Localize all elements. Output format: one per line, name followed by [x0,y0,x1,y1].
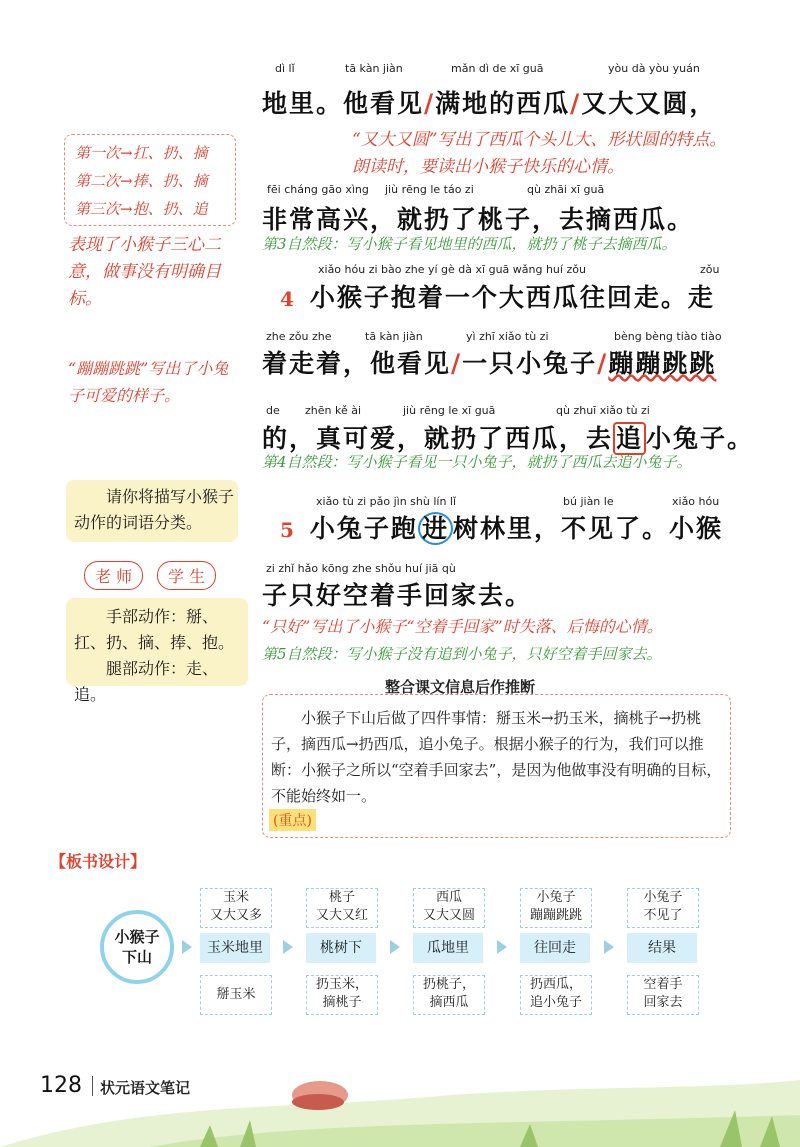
paragraph-number: 5 [280,518,296,542]
pause-mark: / [570,89,582,118]
inference-body: 小猴子下山后做了四件事情：掰玉米→扔玉米，摘桃子→扔桃子，摘西瓜→扔西瓜，追小兔子。根据小猴子的行为，我们可以推断：小猴子之所以“空着手回家去”，是因为他做事没有明确的目标，不能始终如一。 [271,709,722,805]
action-comparison-box [64,134,236,226]
text-segment: 蹦蹦跳跳 [608,349,717,378]
text-segment: 着走着，他看见 [262,349,452,378]
inference-box [262,694,731,838]
paragraph-number: 4 [280,287,296,311]
pinyin: zi zhǐ hǎo kōng zhe shǒu huí jiā qù [266,562,456,575]
pause-mark: / [424,89,436,118]
box-line: 第一次→扛、扔、摘 [75,144,208,162]
pause-mark: / [597,349,609,378]
flow-arrow [604,940,614,954]
pinyin: fēi cháng gāo xìng [267,183,369,196]
text-segment: 小兔子跑 [309,514,418,543]
step-location: 瓜地里 [413,933,483,963]
text-line [280,509,723,545]
pinyin: zhēn kě ài [305,404,362,417]
text-line: 子只好空着手回家去。 [262,581,533,610]
answer-text: 腿部动作：走、追。 [74,659,219,704]
pinyin: qù zhāi xī guā [527,183,605,196]
pinyin: xiǎo tù zi pǎo jìn shù lín lǐ [316,495,457,508]
pinyin: yì zhī xiǎo tù zi [466,330,549,343]
text-segment: 满地的西瓜 [435,89,571,118]
highlighted-word: 进 [418,512,453,545]
highlighted-word: 追 [613,422,646,455]
step-location: 往回走 [520,933,590,963]
text-segment: 地里。他看见 [262,89,425,118]
key-point-tag: (重点) [269,809,316,831]
teacher-tag: 老 师 [84,561,143,590]
answer-text: 手部动作：掰、扛、扔、摘、捧、抱。 [74,607,235,652]
flow-arrow [182,940,192,954]
annotation-note: “只好”写出了小猴子“空着手回家”时失落、后悔的心情。 [262,617,663,636]
step-location: 桃树下 [306,933,376,963]
text-segment: 小兔子。 [646,424,755,453]
text-segment: 的，真可爱，就扔了西瓜，去 [262,424,614,453]
text-segment: 又大又圆， [581,89,717,118]
board-header: 【板书设计】 [50,852,147,871]
paragraph-summary: 第5自然段：写小猴子没有追到小兔子，只好空着手回家去。 [262,645,662,663]
text-line [262,84,716,120]
inference-title: 整合课文信息后作推断 [385,678,536,696]
step-top: 玉米 又大又多 [200,888,272,928]
step-top: 桃子 又大又红 [306,888,378,928]
pinyin: de [266,404,280,417]
pinyin: bèng bèng tiào tiào [614,330,722,343]
step-action: 空着手 回家去 [627,975,699,1015]
side-note: “蹦蹦跳跳”写出了小兔子可爱的样子。 [68,359,229,405]
flow-arrow [497,940,507,954]
flow-arrow [283,940,293,954]
step-result: 结果 [627,933,697,963]
text-segment: 小猴子抱着一个大西瓜往回走。走 [309,283,715,312]
pinyin: xiǎo hóu zi bào zhe yí gè dà xī guā wǎng huí zǒu [318,263,586,276]
text-line [262,344,716,380]
pinyin: jiù rēng le xī guā [403,404,496,417]
side-note: 表现了小猴子三心二意，做事没有明确目标。 [68,235,221,309]
pinyin: mǎn dì de xī guā [451,62,544,75]
paragraph-summary: 第4自然段：写小猴子看见一只小兔子，就扔了西瓜去追小兔子。 [262,453,692,471]
board-center-circle: 小猴子下山 [100,910,174,984]
step-action: 扔西瓜， 追小兔子 [520,975,592,1015]
step-top: 西瓜 又大又圆 [413,888,485,928]
step-location: 玉米地里 [200,933,270,963]
annotation-note: “又大又圆”写出了西瓜个头儿大、形状圆的特点。朗读时，要读出小猴子快乐的心情。 [352,130,727,177]
pause-mark: / [451,349,463,378]
text-segment: 一只小兔子 [462,349,598,378]
student-tag: 学 生 [157,561,216,590]
pinyin: yòu dà yòu yuán [608,62,700,75]
box-line: 第二次→捧、扔、摘 [75,172,208,190]
flow-arrow [390,940,400,954]
pinyin: qù zhuī xiǎo tù zi [556,404,650,417]
pinyin: bú jiàn le [563,495,614,508]
step-action: 扔桃子， 摘西瓜 [413,975,485,1015]
answer-box [66,598,248,704]
footer-divider [92,1076,93,1096]
step-top: 小兔子 蹦蹦跳跳 [520,888,592,928]
text-line [280,278,715,314]
paragraph-summary: 第3自然段：写小猴子看见地里的西瓜，就扔了桃子去摘西瓜。 [262,235,677,253]
question-text: 请你将描写小猴子动作的词语分类。 [74,487,235,532]
page-number: 128 [40,1073,82,1098]
step-action: 掰玉米 [200,975,272,1015]
text-line: 非常高兴，就扔了桃子，去摘西瓜。 [262,205,695,234]
pinyin: tā kàn jiàn [365,330,423,343]
book-title: 状元语文笔记 [100,1079,191,1097]
pinyin: xiǎo hóu [672,495,720,508]
pinyin: zhe zǒu zhe [266,330,332,343]
text-segment: 树林里，不见了。小猴 [452,514,723,543]
pinyin: jiù rēng le táo zi [385,183,474,196]
question-box [66,480,238,542]
pinyin: dì lǐ [275,62,295,75]
pinyin: zǒu [700,263,720,276]
text-line [262,419,754,455]
step-top: 小兔子 不见了 [627,888,699,928]
pinyin: tā kàn jiàn [345,62,403,75]
step-action: 扔玉米， 摘桃子 [306,975,378,1015]
box-line: 第三次→抱、扔、追 [75,200,208,218]
